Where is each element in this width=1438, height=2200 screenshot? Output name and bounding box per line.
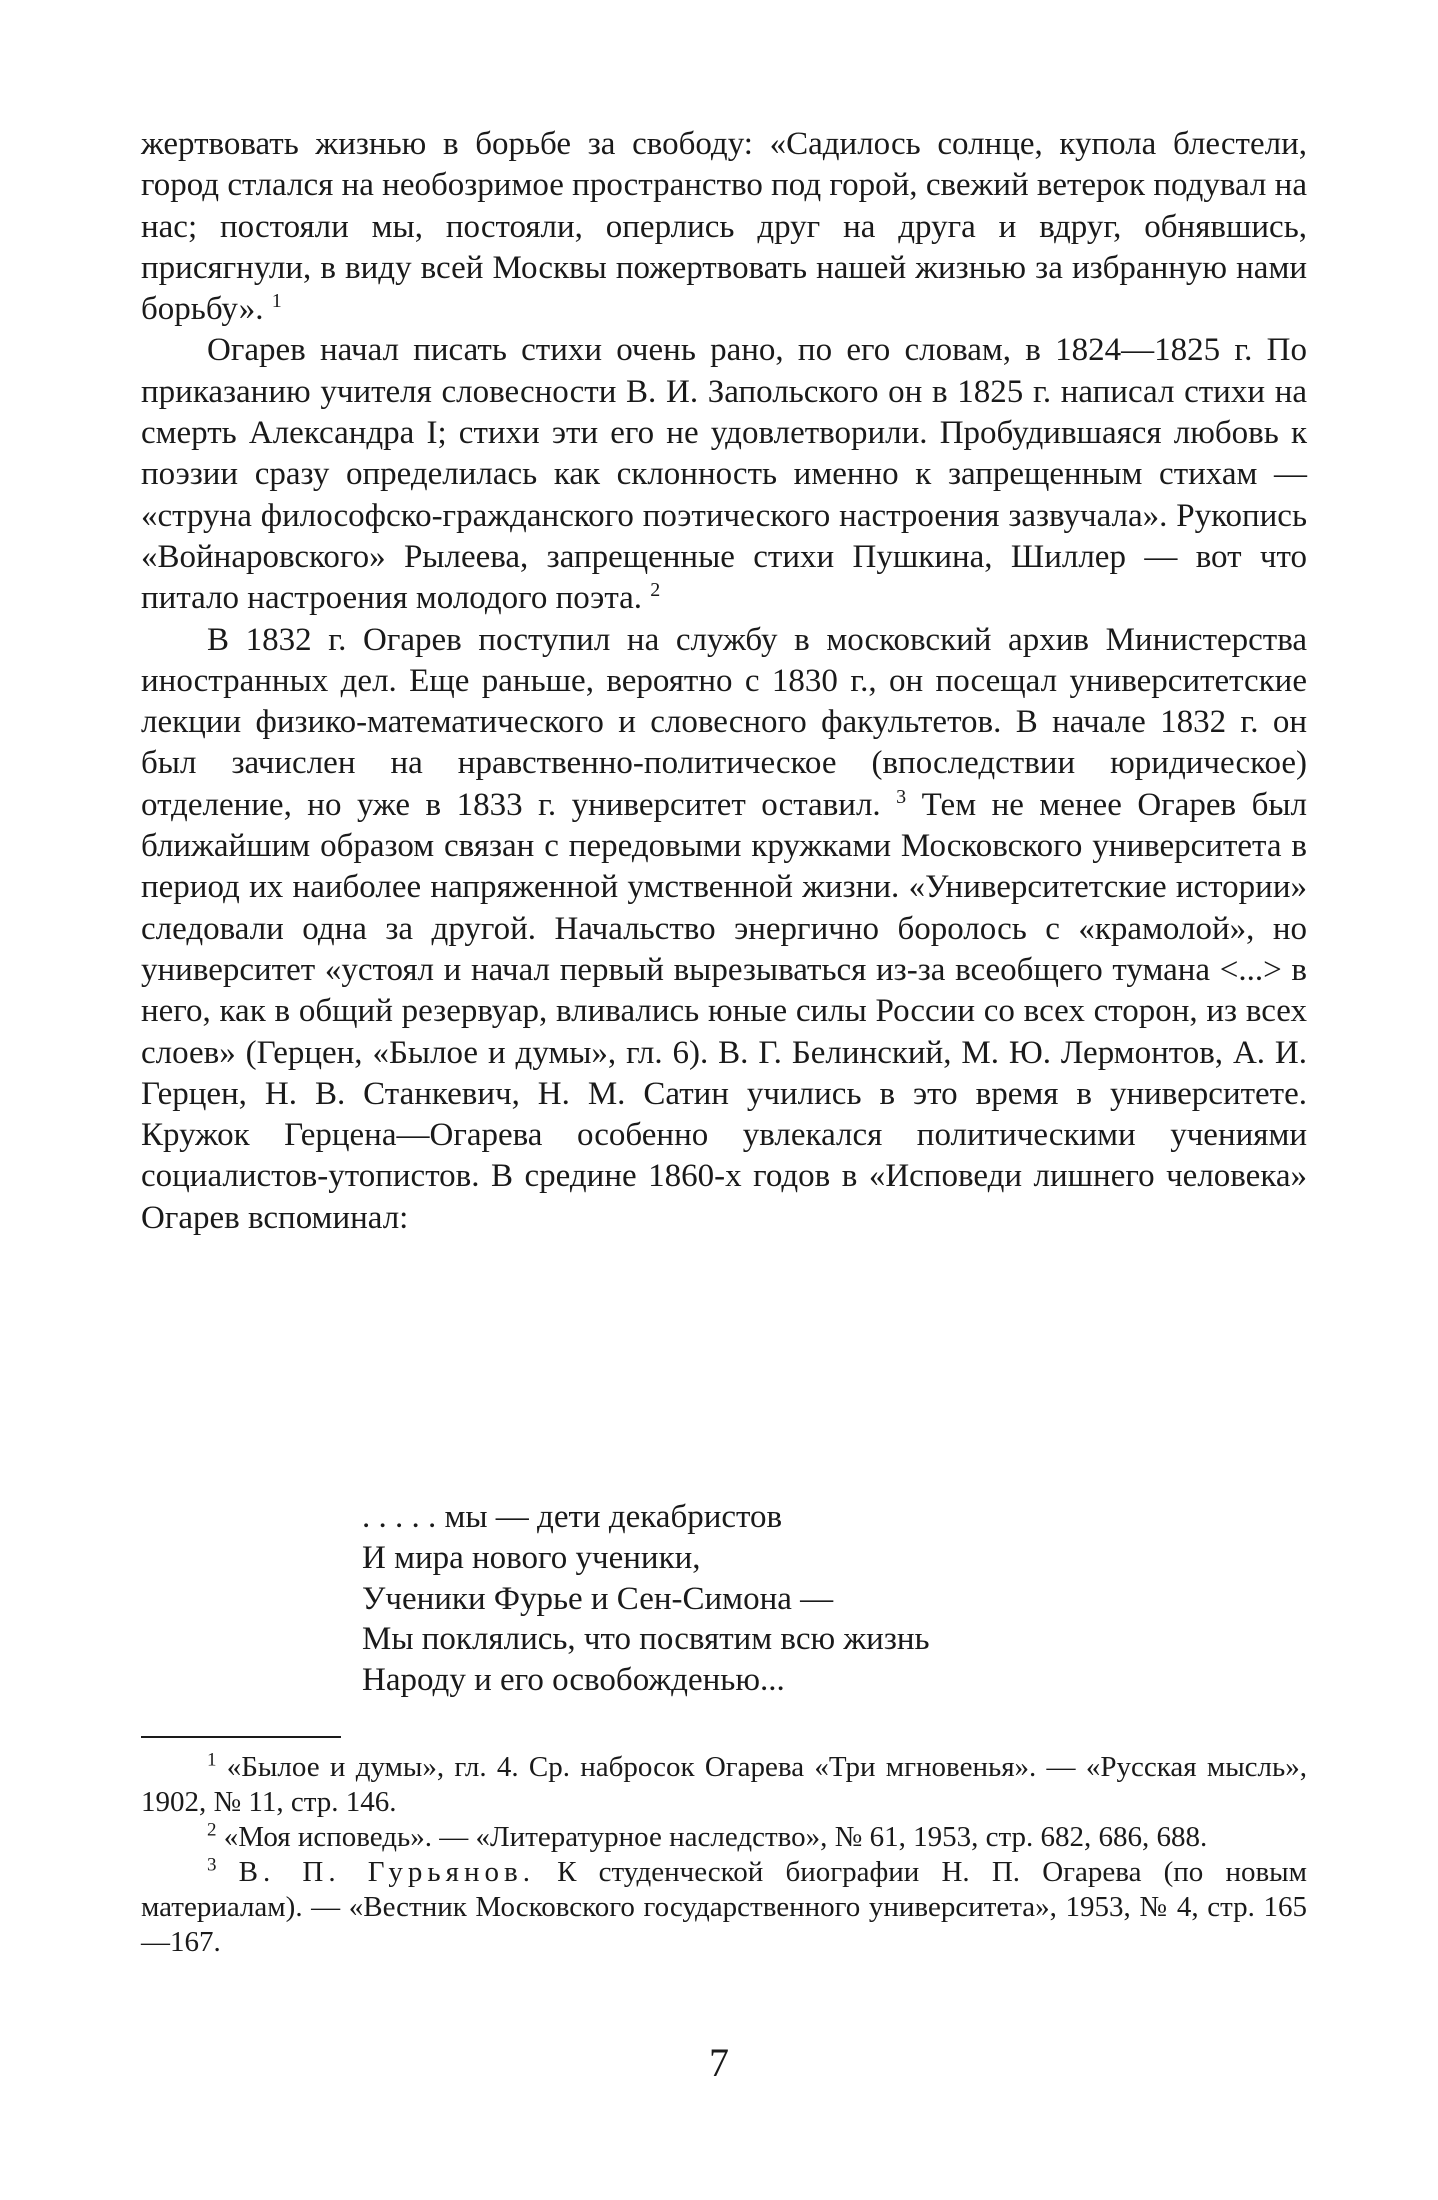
footnote-1 (141, 1750, 1307, 1820)
main-text (141, 124, 1307, 1239)
footnote-ref: 2 (650, 579, 661, 602)
verse-quote (362, 1497, 930, 1701)
footnote-author: В. П. Гурьянов. (238, 1856, 535, 1888)
footnote-marker: 3 (207, 1854, 217, 1876)
footnote-ref: 3 (896, 785, 907, 808)
footnote-marker: 1 (207, 1749, 217, 1771)
footnote-text: К студенческой биографии Н. П. Огарева (по новым материалам). — «Вестник Московского государственного университета», 1953, № 4, стр. 165—167. (141, 1856, 1307, 1958)
footnote-2 (141, 1820, 1307, 1855)
footnote-ref: 1 (271, 290, 282, 313)
paragraph-3 (141, 620, 1307, 1239)
footnote-divider (141, 1736, 341, 1738)
paragraph-text: жертвовать жизнью в борьбе за свободу: «Садилось солнце, купола блестели, город стлался на необозримое пространство под горой, свежий ветерок подувал на нас; постояли мы, постояли, оперлись друг на друга и вдруг, обнявшись, присягнули, в виду всей Москвы пожертвовать нашей жизнью за избранную нами борьбу». (141, 126, 1307, 328)
paragraph-text: Огарев начал писать стихи очень рано, по его словам, в 1824—1825 г. По приказанию учителя словесности В. И. Запольского он в 1825 г. написал стихи на смерть Александра I; стихи эти его не удовлетворили. Пробудившаяся любовь к поэзии сразу определилась как склонность именно к запрещенным стихам — «струна философско-гражданского поэтического настроения зазвучала». Рукопись «Войнаровского» Рылеева, запрещенные стихи Пушкина, Шиллер — вот что питало настроения молодого поэта. (141, 332, 1307, 617)
verse-line: Мы поклялись, что посвятим всю жизнь (362, 1621, 930, 1658)
footnote-text: «Моя исповедь». — «Литературное наследство», № 61, 1953, стр. 682, 686, 688. (223, 1821, 1208, 1853)
paragraph-1 (141, 124, 1307, 330)
footnotes (141, 1750, 1307, 1960)
page-number: 7 (709, 2040, 729, 2085)
verse-line: Ученики Фурье и Сен-Симона — (362, 1580, 834, 1617)
verse-line: . . . . . мы — дети декабристов (362, 1499, 783, 1535)
paragraph-2 (141, 330, 1307, 619)
paragraph-text: В 1832 г. Огарев поступил на службу в московский архив Министерства иностранных дел. Еще раньше, вероятно с 1830 г., он посещал университетские лекции физико-математического и словесного факультетов. В начале 1832 г. он был зачислен на нравственно-политическое (впоследствии юридическое) отделение, но уже в 1833 г. университет оставил. (141, 621, 1307, 823)
footnote-text: «Былое и думы», гл. 4. Ср. набросок Огарева «Три мгновенья». — «Русская мысль», 1902, № 11, стр. 146. (141, 1751, 1307, 1818)
verse-line: И мира нового ученики, (362, 1539, 701, 1576)
footnote-marker: 2 (207, 1819, 217, 1841)
paragraph-text: Тем не менее Огарев был ближайшим образом связан с передовыми кружками Московского университета в период их наиболее напряженной умственной жизни. «Университетские истории» следовали одна за другой. Начальство энергично боролось с «крамолой», но университет «устоял и начал первый вырезываться из-за всеобщего тумана <...> в него, как в общий резервуар, вливались юные силы России со всех сторон, из всех слоев» (Герцен, «Былое и думы», гл. 6). В. Г. Белинский, М. Ю. Лермонтов, А. И. Герцен, Н. В. Станкевич, Н. М. Сатин учились в это время в университете. Кружок Герцена—Огарева особенно увлекался политическими учениями социалистов-утопистов. В средине 1860-х годов в «Исповеди лишнего человека» Огарев вспоминал: (141, 786, 1307, 1236)
footnote-3 (141, 1855, 1307, 1960)
verse-line: Народу и его освобожденью... (362, 1662, 785, 1699)
